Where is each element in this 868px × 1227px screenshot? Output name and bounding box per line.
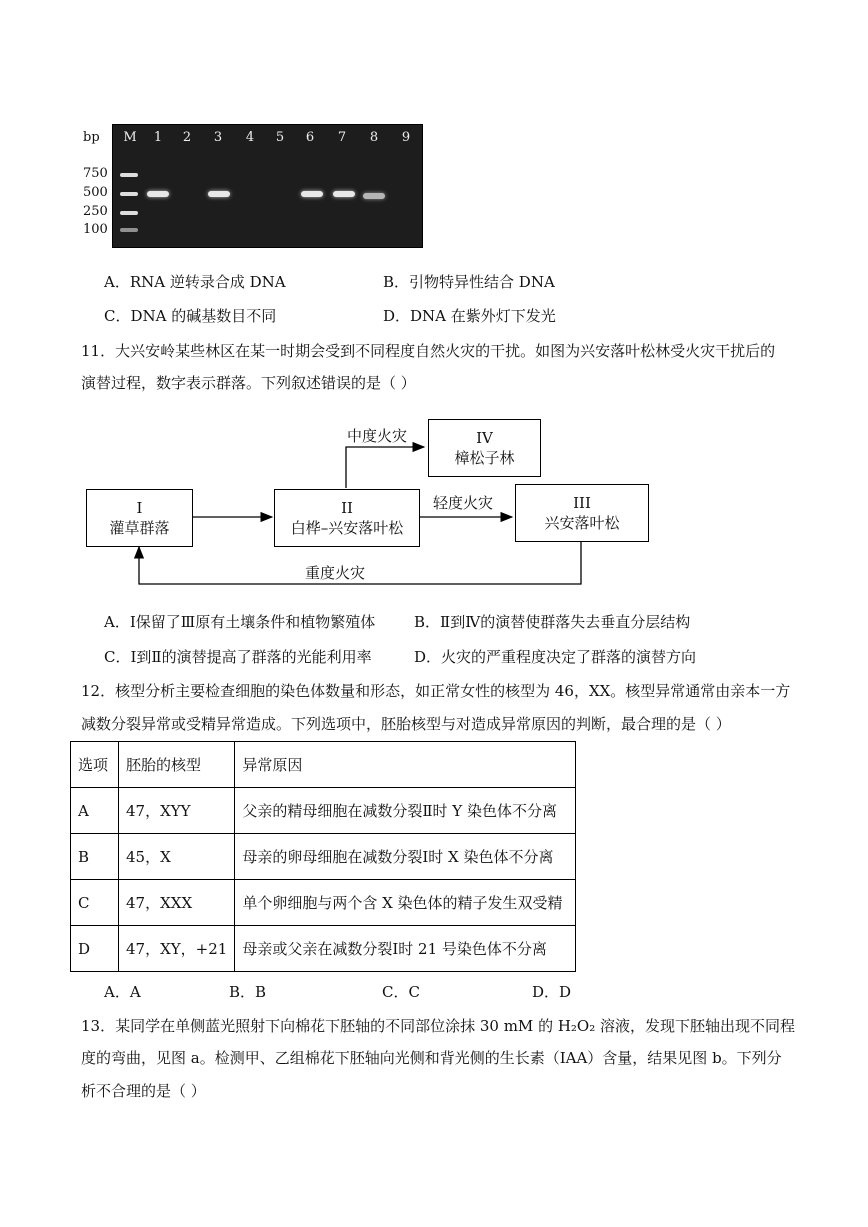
- gel-lane-label: 5: [275, 130, 285, 145]
- q12-option-b: B．B: [229, 983, 267, 1001]
- table-header-row: [71, 742, 576, 788]
- q10-option-a: A．RNA 逆转录合成 DNA: [104, 273, 286, 291]
- q11-option-b: B．Ⅱ到Ⅳ的演替使群落失去垂直分层结构: [414, 613, 691, 631]
- q11-option-c: C．Ⅰ到Ⅱ的演替提高了群落的光能利用率: [104, 648, 372, 666]
- karyotype-table: [70, 741, 576, 972]
- q12-option-c: C．C: [382, 983, 420, 1001]
- gel-bp-label: bp: [83, 130, 100, 145]
- q11-option-d: D．火灾的严重程度决定了群落的演替方向: [414, 648, 697, 666]
- community-box-iii-name: 兴安落叶松: [544, 514, 620, 532]
- gel-marker-100: 100: [83, 222, 108, 237]
- table-row: [71, 926, 576, 972]
- gel-lane-label: M: [123, 130, 137, 145]
- gel-lane-label: 1: [153, 130, 163, 145]
- community-box-ii: [274, 489, 420, 547]
- q11-option-a: A．Ⅰ保留了Ⅲ原有土壤条件和植物繁殖体: [104, 613, 376, 631]
- community-box-iv: [428, 419, 541, 477]
- q13-stem-line1: 13．某同学在单侧蓝光照射下向棉花下胚轴的不同部位涂抹 30 mM 的 H₂O₂ 溶液，发现下胚轴出现不同程: [81, 1017, 796, 1035]
- community-box-i: [86, 489, 193, 547]
- community-box-iii-number: III: [573, 494, 591, 512]
- table-header-cell: 异常原因: [235, 742, 576, 788]
- label-light-fire: 轻度火灾: [433, 494, 494, 512]
- gel-marker-750: 750: [83, 166, 108, 181]
- table-cell: 47，XYY: [119, 788, 235, 834]
- gel-lane-label: 2: [182, 130, 192, 145]
- table-cell: B: [71, 834, 119, 880]
- community-box-i-name: 灌草群落: [109, 519, 170, 537]
- community-box-ii-name: 白桦–兴安落叶松: [290, 519, 404, 537]
- table-row: [71, 880, 576, 926]
- q10-option-b: B．引物特异性结合 DNA: [383, 273, 555, 291]
- table-cell: 47，XXX: [119, 880, 235, 926]
- community-box-iv-number: IV: [476, 429, 493, 447]
- table-header-cell: 胚胎的核型: [119, 742, 235, 788]
- table-header-cell: 选项: [71, 742, 119, 788]
- gel-lane-label: 8: [369, 130, 379, 145]
- q10-option-d: D．DNA 在紫外灯下发光: [383, 307, 556, 325]
- table-row: [71, 788, 576, 834]
- community-box-iii: [515, 484, 649, 542]
- q12-option-a: A．A: [104, 983, 141, 1001]
- q12-option-d: D．D: [532, 983, 572, 1001]
- q13-stem-line3: 析不合理的是（ ）: [81, 1082, 206, 1100]
- community-box-iv-name: 樟松子林: [454, 449, 515, 467]
- table-cell: 母亲或父亲在减数分裂Ⅰ时 21 号染色体不分离: [235, 926, 576, 972]
- table-cell: 母亲的卵母细胞在减数分裂Ⅰ时 X 染色体不分离: [235, 834, 576, 880]
- table-cell: A: [71, 788, 119, 834]
- label-severe-fire: 重度火灾: [305, 564, 366, 582]
- q12-stem-line1: 12．核型分析主要检查细胞的染色体数量和形态，如正常女性的核型为 46，XX。核型异常通常由亲本一方: [81, 682, 791, 700]
- table-cell: 45，X: [119, 834, 235, 880]
- label-moderate-fire: 中度火灾: [347, 427, 408, 445]
- q10-option-c: C．DNA 的碱基数目不同: [104, 307, 277, 325]
- gel-lane-label: 9: [401, 130, 411, 145]
- table-row: [71, 834, 576, 880]
- community-box-i-number: I: [136, 499, 143, 517]
- q11-stem-line2: 演替过程，数字表示群落。下列叙述错误的是（ ）: [81, 374, 416, 392]
- community-box-ii-number: II: [341, 499, 353, 517]
- q11-stem-line1: 11．大兴安岭某些林区在某一时期会受到不同程度自然火灾的干扰。如图为兴安落叶松林受火灾干扰后的: [81, 342, 776, 360]
- gel-lane-label: 6: [305, 130, 315, 145]
- table-cell: 单个卵细胞与两个含 X 染色体的精子发生双受精: [235, 880, 576, 926]
- table-cell: C: [71, 880, 119, 926]
- q13-stem-line2: 度的弯曲，见图 a。检测甲、乙组棉花下胚轴向光侧和背光侧的生长素（IAA）含量，结果见图 b。下列分: [81, 1049, 782, 1067]
- table-cell: 47，XY，+21: [119, 926, 235, 972]
- gel-marker-500: 500: [83, 185, 108, 200]
- gel-lane-label: 7: [337, 130, 347, 145]
- table-cell: D: [71, 926, 119, 972]
- q12-stem-line2: 减数分裂异常或受精异常造成。下列选项中，胚胎核型与对造成异常原因的判断，最合理的是（ ）: [81, 715, 731, 733]
- gel-lane-label: 3: [213, 130, 223, 145]
- gel-marker-250: 250: [83, 204, 108, 219]
- gel-lane-label: 4: [245, 130, 255, 145]
- table-cell: 父亲的精母细胞在减数分裂Ⅱ时 Y 染色体不分离: [235, 788, 576, 834]
